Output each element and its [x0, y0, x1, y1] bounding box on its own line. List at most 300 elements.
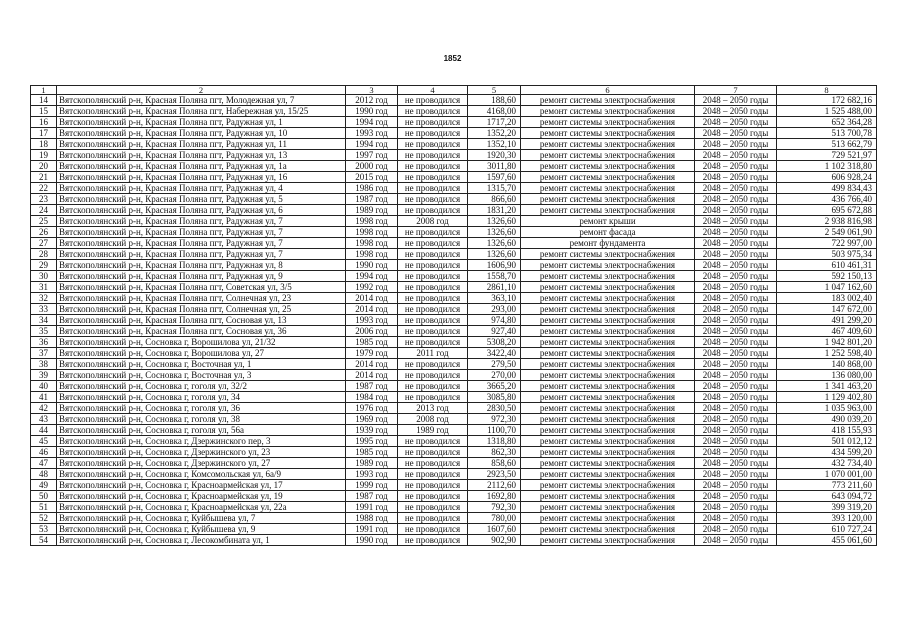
table-row: [31, 370, 877, 381]
cell-cost: 592 150,13: [777, 271, 877, 282]
cell-row-number: 23: [31, 194, 57, 205]
cell-address: Вятскополянский р-н, Красная Поляна пгт, Радужная ул, 6: [57, 205, 346, 216]
cell-cost: 1 047 162,60: [777, 282, 877, 293]
table-row: [31, 502, 877, 513]
cell-row-number: 32: [31, 293, 57, 304]
cell-area: 1326,60: [468, 227, 521, 238]
cell-address: Вятскополянский р-н, Красная Поляна пгт, Радужная ул, 4: [57, 183, 346, 194]
cell-address: Вятскополянский р-н, Сосновка г, гоголя ул, 36: [57, 403, 346, 414]
cell-work-type: ремонт системы электроснабжения: [521, 458, 695, 469]
cell-cost: 136 080,00: [777, 370, 877, 381]
cell-last-repair-year: не проводился: [398, 359, 468, 370]
cell-last-repair-year: не проводился: [398, 161, 468, 172]
cell-work-type: ремонт системы электроснабжения: [521, 260, 695, 271]
cell-last-repair-year: не проводился: [398, 381, 468, 392]
cell-address: Вятскополянский р-н, Сосновка г, Восточная ул, 1: [57, 359, 346, 370]
cell-address: Вятскополянский р-н, Красная Поляна пгт, Радужная ул, 1а: [57, 161, 346, 172]
cell-work-type: ремонт системы электроснабжения: [521, 480, 695, 491]
cell-year-built: 1991 год: [346, 524, 398, 535]
table-row: [31, 414, 877, 425]
cell-row-number: 50: [31, 491, 57, 502]
cell-year-built: 1993 год: [346, 128, 398, 139]
cell-year-built: 2014 год: [346, 304, 398, 315]
column-number-3: 3: [346, 86, 398, 95]
cell-planned-period: 2048 – 2050 годы: [695, 480, 777, 491]
cell-work-type: ремонт системы электроснабжения: [521, 348, 695, 359]
cell-row-number: 14: [31, 95, 57, 106]
cell-cost: 1 035 963,00: [777, 403, 877, 414]
cell-planned-period: 2048 – 2050 годы: [695, 513, 777, 524]
cell-address: Вятскополянский р-н, Красная Поляна пгт, Радужная ул, 10: [57, 128, 346, 139]
cell-area: 188,60: [468, 95, 521, 106]
table-row: [31, 458, 877, 469]
cell-work-type: ремонт системы электроснабжения: [521, 117, 695, 128]
cell-cost: 1 102 318,80: [777, 161, 877, 172]
cell-row-number: 43: [31, 414, 57, 425]
cell-row-number: 49: [31, 480, 57, 491]
cell-cost: 491 299,20: [777, 315, 877, 326]
cell-area: 858,60: [468, 458, 521, 469]
cell-last-repair-year: не проводился: [398, 183, 468, 194]
cell-year-built: 1995 год: [346, 436, 398, 447]
cell-planned-period: 2048 – 2050 годы: [695, 524, 777, 535]
cell-work-type: ремонт системы электроснабжения: [521, 359, 695, 370]
cell-row-number: 26: [31, 227, 57, 238]
cell-area: 1326,60: [468, 249, 521, 260]
cell-cost: 1 252 598,40: [777, 348, 877, 359]
table-body: [31, 95, 877, 546]
cell-area: 1558,70: [468, 271, 521, 282]
cell-year-built: 1997 год: [346, 150, 398, 161]
cell-cost: 418 155,93: [777, 425, 877, 436]
cell-work-type: ремонт системы электроснабжения: [521, 304, 695, 315]
cell-cost: 183 002,40: [777, 293, 877, 304]
cell-row-number: 24: [31, 205, 57, 216]
cell-planned-period: 2048 – 2050 годы: [695, 414, 777, 425]
cell-work-type: ремонт системы электроснабжения: [521, 337, 695, 348]
table-row: [31, 425, 877, 436]
cell-work-type: ремонт системы электроснабжения: [521, 95, 695, 106]
cell-area: 1326,60: [468, 238, 521, 249]
cell-planned-period: 2048 – 2050 годы: [695, 502, 777, 513]
cell-year-built: 1992 год: [346, 282, 398, 293]
cell-address: Вятскополянский р-н, Сосновка г, Лесокомбината ул, 1: [57, 535, 346, 546]
cell-address: Вятскополянский р-н, Красная Поляна пгт, Набережная ул, 15/25: [57, 106, 346, 117]
cell-last-repair-year: не проводился: [398, 304, 468, 315]
cell-work-type: ремонт системы электроснабжения: [521, 194, 695, 205]
cell-year-built: 1985 год: [346, 447, 398, 458]
table-row: [31, 194, 877, 205]
column-number-8: 8: [777, 86, 877, 95]
table-row: [31, 238, 877, 249]
cell-last-repair-year: не проводился: [398, 491, 468, 502]
cell-area: 1692,80: [468, 491, 521, 502]
cell-year-built: 1998 год: [346, 227, 398, 238]
cell-last-repair-year: не проводился: [398, 524, 468, 535]
cell-last-repair-year: не проводился: [398, 480, 468, 491]
cell-last-repair-year: не проводился: [398, 117, 468, 128]
cell-year-built: 1969 год: [346, 414, 398, 425]
cell-cost: 513 662,79: [777, 139, 877, 150]
cell-cost: 455 061,60: [777, 535, 877, 546]
cell-area: 3011,80: [468, 161, 521, 172]
cell-work-type: ремонт системы электроснабжения: [521, 447, 695, 458]
cell-row-number: 46: [31, 447, 57, 458]
cell-work-type: ремонт крыши: [521, 216, 695, 227]
cell-area: 363,10: [468, 293, 521, 304]
table-row: [31, 293, 877, 304]
table-row: [31, 150, 877, 161]
cell-address: Вятскополянский р-н, Сосновка г, Красноармейская ул, 19: [57, 491, 346, 502]
cell-planned-period: 2048 – 2050 годы: [695, 447, 777, 458]
cell-cost: 393 120,00: [777, 513, 877, 524]
cell-row-number: 19: [31, 150, 57, 161]
cell-work-type: ремонт системы электроснабжения: [521, 150, 695, 161]
cell-row-number: 20: [31, 161, 57, 172]
table-row: [31, 535, 877, 546]
cell-planned-period: 2048 – 2050 годы: [695, 491, 777, 502]
cell-cost: 722 997,00: [777, 238, 877, 249]
table-row: [31, 524, 877, 535]
cell-area: 1607,60: [468, 524, 521, 535]
cell-work-type: ремонт фасада: [521, 227, 695, 238]
cell-last-repair-year: не проводился: [398, 95, 468, 106]
cell-area: 1326,60: [468, 216, 521, 227]
cell-year-built: 2014 год: [346, 293, 398, 304]
cell-area: 780,00: [468, 513, 521, 524]
cell-year-built: 1999 год: [346, 480, 398, 491]
cell-address: Вятскополянский р-н, Красная Поляна пгт, Радужная ул, 13: [57, 150, 346, 161]
table-row: [31, 513, 877, 524]
cell-last-repair-year: не проводился: [398, 392, 468, 403]
cell-last-repair-year: не проводился: [398, 205, 468, 216]
cell-planned-period: 2048 – 2050 годы: [695, 469, 777, 480]
cell-area: 902,90: [468, 535, 521, 546]
cell-area: 927,40: [468, 326, 521, 337]
cell-last-repair-year: не проводился: [398, 128, 468, 139]
cell-last-repair-year: не проводился: [398, 271, 468, 282]
column-number-2: 2: [57, 86, 346, 95]
table-row: [31, 304, 877, 315]
cell-area: 2830,50: [468, 403, 521, 414]
cell-address: Вятскополянский р-н, Сосновка г, Красноармейская ул, 17: [57, 480, 346, 491]
cell-address: Вятскополянский р-н, Красная Поляна пгт, Радужная ул, 9: [57, 271, 346, 282]
cell-work-type: ремонт фундамента: [521, 238, 695, 249]
cell-year-built: 1993 год: [346, 469, 398, 480]
cell-cost: 2 938 816,98: [777, 216, 877, 227]
cell-cost: 610 461,31: [777, 260, 877, 271]
cell-area: 1352,10: [468, 139, 521, 150]
cell-planned-period: 2048 – 2050 годы: [695, 535, 777, 546]
cell-planned-period: 2048 – 2050 годы: [695, 161, 777, 172]
cell-work-type: ремонт системы электроснабжения: [521, 271, 695, 282]
cell-planned-period: 2048 – 2050 годы: [695, 392, 777, 403]
cell-year-built: 1985 год: [346, 337, 398, 348]
cell-planned-period: 2048 – 2050 годы: [695, 216, 777, 227]
cell-cost: 490 039,20: [777, 414, 877, 425]
cell-last-repair-year: не проводился: [398, 227, 468, 238]
cell-planned-period: 2048 – 2050 годы: [695, 106, 777, 117]
cell-area: 279,50: [468, 359, 521, 370]
cell-year-built: 1986 год: [346, 183, 398, 194]
cell-year-built: 1987 год: [346, 491, 398, 502]
cell-area: 2861,10: [468, 282, 521, 293]
column-number-7: 7: [695, 86, 777, 95]
cell-row-number: 33: [31, 304, 57, 315]
cell-area: 1606,90: [468, 260, 521, 271]
cell-row-number: 41: [31, 392, 57, 403]
table-row: [31, 282, 877, 293]
cell-planned-period: 2048 – 2050 годы: [695, 293, 777, 304]
cell-last-repair-year: не проводился: [398, 436, 468, 447]
cell-address: Вятскополянский р-н, Сосновка г, Дзержинского ул, 27: [57, 458, 346, 469]
cell-row-number: 17: [31, 128, 57, 139]
cell-area: 3665,20: [468, 381, 521, 392]
cell-cost: 436 766,40: [777, 194, 877, 205]
table-row: [31, 403, 877, 414]
cell-area: 792,30: [468, 502, 521, 513]
cell-address: Вятскополянский р-н, Красная Поляна пгт, Радужная ул, 7: [57, 216, 346, 227]
cell-address: Вятскополянский р-н, Красная Поляна пгт, Радужная ул, 7: [57, 238, 346, 249]
cell-planned-period: 2048 – 2050 годы: [695, 117, 777, 128]
cell-address: Вятскополянский р-н, Сосновка г, Ворошилова ул, 21/32: [57, 337, 346, 348]
table-row: [31, 348, 877, 359]
cell-cost: 503 975,34: [777, 249, 877, 260]
cell-year-built: 2014 год: [346, 359, 398, 370]
cell-year-built: 2014 год: [346, 370, 398, 381]
column-number-5: 5: [468, 86, 521, 95]
cell-work-type: ремонт системы электроснабжения: [521, 326, 695, 337]
cell-year-built: 2015 год: [346, 172, 398, 183]
cell-work-type: ремонт системы электроснабжения: [521, 139, 695, 150]
cell-address: Вятскополянский р-н, Сосновка г, гоголя ул, 34: [57, 392, 346, 403]
cell-area: 866,60: [468, 194, 521, 205]
cell-last-repair-year: не проводился: [398, 238, 468, 249]
cell-area: 1318,80: [468, 436, 521, 447]
cell-last-repair-year: не проводился: [398, 535, 468, 546]
cell-cost: 695 672,88: [777, 205, 877, 216]
cell-planned-period: 2048 – 2050 годы: [695, 436, 777, 447]
table-row: [31, 480, 877, 491]
cell-last-repair-year: не проводился: [398, 194, 468, 205]
cell-cost: 1 070 001,00: [777, 469, 877, 480]
cell-work-type: ремонт системы электроснабжения: [521, 513, 695, 524]
table-row: [31, 249, 877, 260]
cell-last-repair-year: не проводился: [398, 315, 468, 326]
table-row: [31, 260, 877, 271]
cell-cost: 432 734,40: [777, 458, 877, 469]
cell-last-repair-year: не проводился: [398, 502, 468, 513]
cell-area: 2112,60: [468, 480, 521, 491]
cell-year-built: 1990 год: [346, 260, 398, 271]
cell-planned-period: 2048 – 2050 годы: [695, 260, 777, 271]
cell-year-built: 1994 год: [346, 271, 398, 282]
cell-row-number: 51: [31, 502, 57, 513]
table-row: [31, 381, 877, 392]
cell-year-built: 2012 год: [346, 95, 398, 106]
cell-row-number: 38: [31, 359, 57, 370]
cell-year-built: 1991 год: [346, 502, 398, 513]
cell-cost: 399 319,20: [777, 502, 877, 513]
cell-area: 862,30: [468, 447, 521, 458]
cell-planned-period: 2048 – 2050 годы: [695, 128, 777, 139]
cell-row-number: 27: [31, 238, 57, 249]
cell-work-type: ремонт системы электроснабжения: [521, 381, 695, 392]
cell-work-type: ремонт системы электроснабжения: [521, 469, 695, 480]
cell-row-number: 53: [31, 524, 57, 535]
table-row: [31, 106, 877, 117]
cell-last-repair-year: не проводился: [398, 260, 468, 271]
cell-cost: 610 727,24: [777, 524, 877, 535]
table-row: [31, 95, 877, 106]
cell-cost: 513 700,78: [777, 128, 877, 139]
cell-year-built: 1976 год: [346, 403, 398, 414]
table-row: [31, 139, 877, 150]
cell-area: 1100,70: [468, 425, 521, 436]
cell-address: Вятскополянский р-н, Сосновка г, гоголя ул, 38: [57, 414, 346, 425]
cell-last-repair-year: не проводился: [398, 172, 468, 183]
cell-area: 5308,20: [468, 337, 521, 348]
cell-address: Вятскополянский р-н, Красная Поляна пгт, Молодежная ул, 7: [57, 95, 346, 106]
cell-address: Вятскополянский р-н, Сосновка г, Красноармейская ул, 22а: [57, 502, 346, 513]
register-table-container: [30, 85, 876, 546]
cell-last-repair-year: не проводился: [398, 513, 468, 524]
cell-work-type: ремонт системы электроснабжения: [521, 282, 695, 293]
cell-planned-period: 2048 – 2050 годы: [695, 150, 777, 161]
cell-area: 3422,40: [468, 348, 521, 359]
cell-cost: 434 599,20: [777, 447, 877, 458]
cell-year-built: 1939 год: [346, 425, 398, 436]
cell-work-type: ремонт системы электроснабжения: [521, 425, 695, 436]
cell-year-built: 1998 год: [346, 238, 398, 249]
table-row: [31, 359, 877, 370]
cell-planned-period: 2048 – 2050 годы: [695, 282, 777, 293]
cell-row-number: 21: [31, 172, 57, 183]
cell-year-built: 1989 год: [346, 205, 398, 216]
cell-planned-period: 2048 – 2050 годы: [695, 326, 777, 337]
cell-year-built: 1984 год: [346, 392, 398, 403]
cell-row-number: 54: [31, 535, 57, 546]
cell-address: Вятскополянский р-н, Сосновка г, гоголя ул, 32/2: [57, 381, 346, 392]
cell-address: Вятскополянский р-н, Красная Поляна пгт, Солнечная ул, 25: [57, 304, 346, 315]
cell-row-number: 31: [31, 282, 57, 293]
table-row: [31, 491, 877, 502]
cell-area: 270,00: [468, 370, 521, 381]
cell-last-repair-year: не проводился: [398, 469, 468, 480]
cell-row-number: 36: [31, 337, 57, 348]
table-row: [31, 128, 877, 139]
cell-last-repair-year: не проводился: [398, 106, 468, 117]
cell-area: 1352,20: [468, 128, 521, 139]
cell-address: Вятскополянский р-н, Красная Поляна пгт, Сосновая ул, 36: [57, 326, 346, 337]
cell-cost: 2 549 061,90: [777, 227, 877, 238]
cell-planned-period: 2048 – 2050 годы: [695, 205, 777, 216]
cell-planned-period: 2048 – 2050 годы: [695, 403, 777, 414]
cell-row-number: 44: [31, 425, 57, 436]
table-row: [31, 183, 877, 194]
table-row: [31, 447, 877, 458]
cell-cost: 1 341 463,20: [777, 381, 877, 392]
cell-area: 1315,70: [468, 183, 521, 194]
cell-work-type: ремонт системы электроснабжения: [521, 172, 695, 183]
cell-last-repair-year: не проводился: [398, 249, 468, 260]
table-row: [31, 161, 877, 172]
cell-last-repair-year: не проводился: [398, 458, 468, 469]
table-row: [31, 216, 877, 227]
cell-address: Вятскополянский р-н, Сосновка г, Дзержинского пер, 3: [57, 436, 346, 447]
cell-planned-period: 2048 – 2050 годы: [695, 425, 777, 436]
cell-year-built: 1979 год: [346, 348, 398, 359]
cell-year-built: 1990 год: [346, 535, 398, 546]
cell-address: Вятскополянский р-н, Сосновка г, Куйбышева ул, 7: [57, 513, 346, 524]
cell-last-repair-year: 2011 год: [398, 348, 468, 359]
cell-cost: 499 834,43: [777, 183, 877, 194]
cell-year-built: 1994 год: [346, 117, 398, 128]
cell-address: Вятскополянский р-н, Сосновка г, Дзержинского ул, 23: [57, 447, 346, 458]
cell-planned-period: 2048 – 2050 годы: [695, 249, 777, 260]
cell-row-number: 47: [31, 458, 57, 469]
table-row: [31, 227, 877, 238]
cell-row-number: 28: [31, 249, 57, 260]
cell-year-built: 1990 год: [346, 106, 398, 117]
cell-row-number: 15: [31, 106, 57, 117]
cell-address: Вятскополянский р-н, Красная Поляна пгт, Радужная ул, 16: [57, 172, 346, 183]
cell-year-built: 1988 год: [346, 513, 398, 524]
cell-work-type: ремонт системы электроснабжения: [521, 392, 695, 403]
cell-planned-period: 2048 – 2050 годы: [695, 95, 777, 106]
cell-planned-period: 2048 – 2050 годы: [695, 227, 777, 238]
page-number: 1852: [443, 54, 462, 63]
cell-work-type: ремонт системы электроснабжения: [521, 205, 695, 216]
cell-address: Вятскополянский р-н, Красная Поляна пгт, Радужная ул, 11: [57, 139, 346, 150]
cell-cost: 467 409,60: [777, 326, 877, 337]
table-row: [31, 337, 877, 348]
cell-planned-period: 2048 – 2050 годы: [695, 271, 777, 282]
cell-area: 974,80: [468, 315, 521, 326]
cell-address: Вятскополянский р-н, Красная Поляна пгт, Радужная ул, 8: [57, 260, 346, 271]
cell-planned-period: 2048 – 2050 годы: [695, 238, 777, 249]
cell-row-number: 22: [31, 183, 57, 194]
cell-cost: 147 672,00: [777, 304, 877, 315]
cell-cost: 773 211,60: [777, 480, 877, 491]
cell-cost: 172 682,16: [777, 95, 877, 106]
cell-address: Вятскополянский р-н, Красная Поляна пгт, Радужная ул, 7: [57, 249, 346, 260]
cell-cost: 643 094,72: [777, 491, 877, 502]
cell-work-type: ремонт системы электроснабжения: [521, 403, 695, 414]
cell-row-number: 18: [31, 139, 57, 150]
cell-row-number: 30: [31, 271, 57, 282]
cell-planned-period: 2048 – 2050 годы: [695, 348, 777, 359]
cell-address: Вятскополянский р-н, Сосновка г, гоголя ул, 56а: [57, 425, 346, 436]
cell-year-built: 1987 год: [346, 194, 398, 205]
cell-address: Вятскополянский р-н, Красная Поляна пгт, Радужная ул, 1: [57, 117, 346, 128]
cell-last-repair-year: 1989 год: [398, 425, 468, 436]
cell-area: 2923,50: [468, 469, 521, 480]
cell-address: Вятскополянский р-н, Сосновка г, Восточная ул, 3: [57, 370, 346, 381]
cell-year-built: 1998 год: [346, 216, 398, 227]
cell-area: 1920,30: [468, 150, 521, 161]
table-row: [31, 205, 877, 216]
table-row: [31, 326, 877, 337]
cell-work-type: ремонт системы электроснабжения: [521, 249, 695, 260]
cell-work-type: ремонт системы электроснабжения: [521, 414, 695, 425]
cell-area: 1597,60: [468, 172, 521, 183]
table-row: [31, 436, 877, 447]
cell-year-built: 2000 год: [346, 161, 398, 172]
cell-row-number: 25: [31, 216, 57, 227]
cell-last-repair-year: 2008 год: [398, 414, 468, 425]
table-row: [31, 271, 877, 282]
